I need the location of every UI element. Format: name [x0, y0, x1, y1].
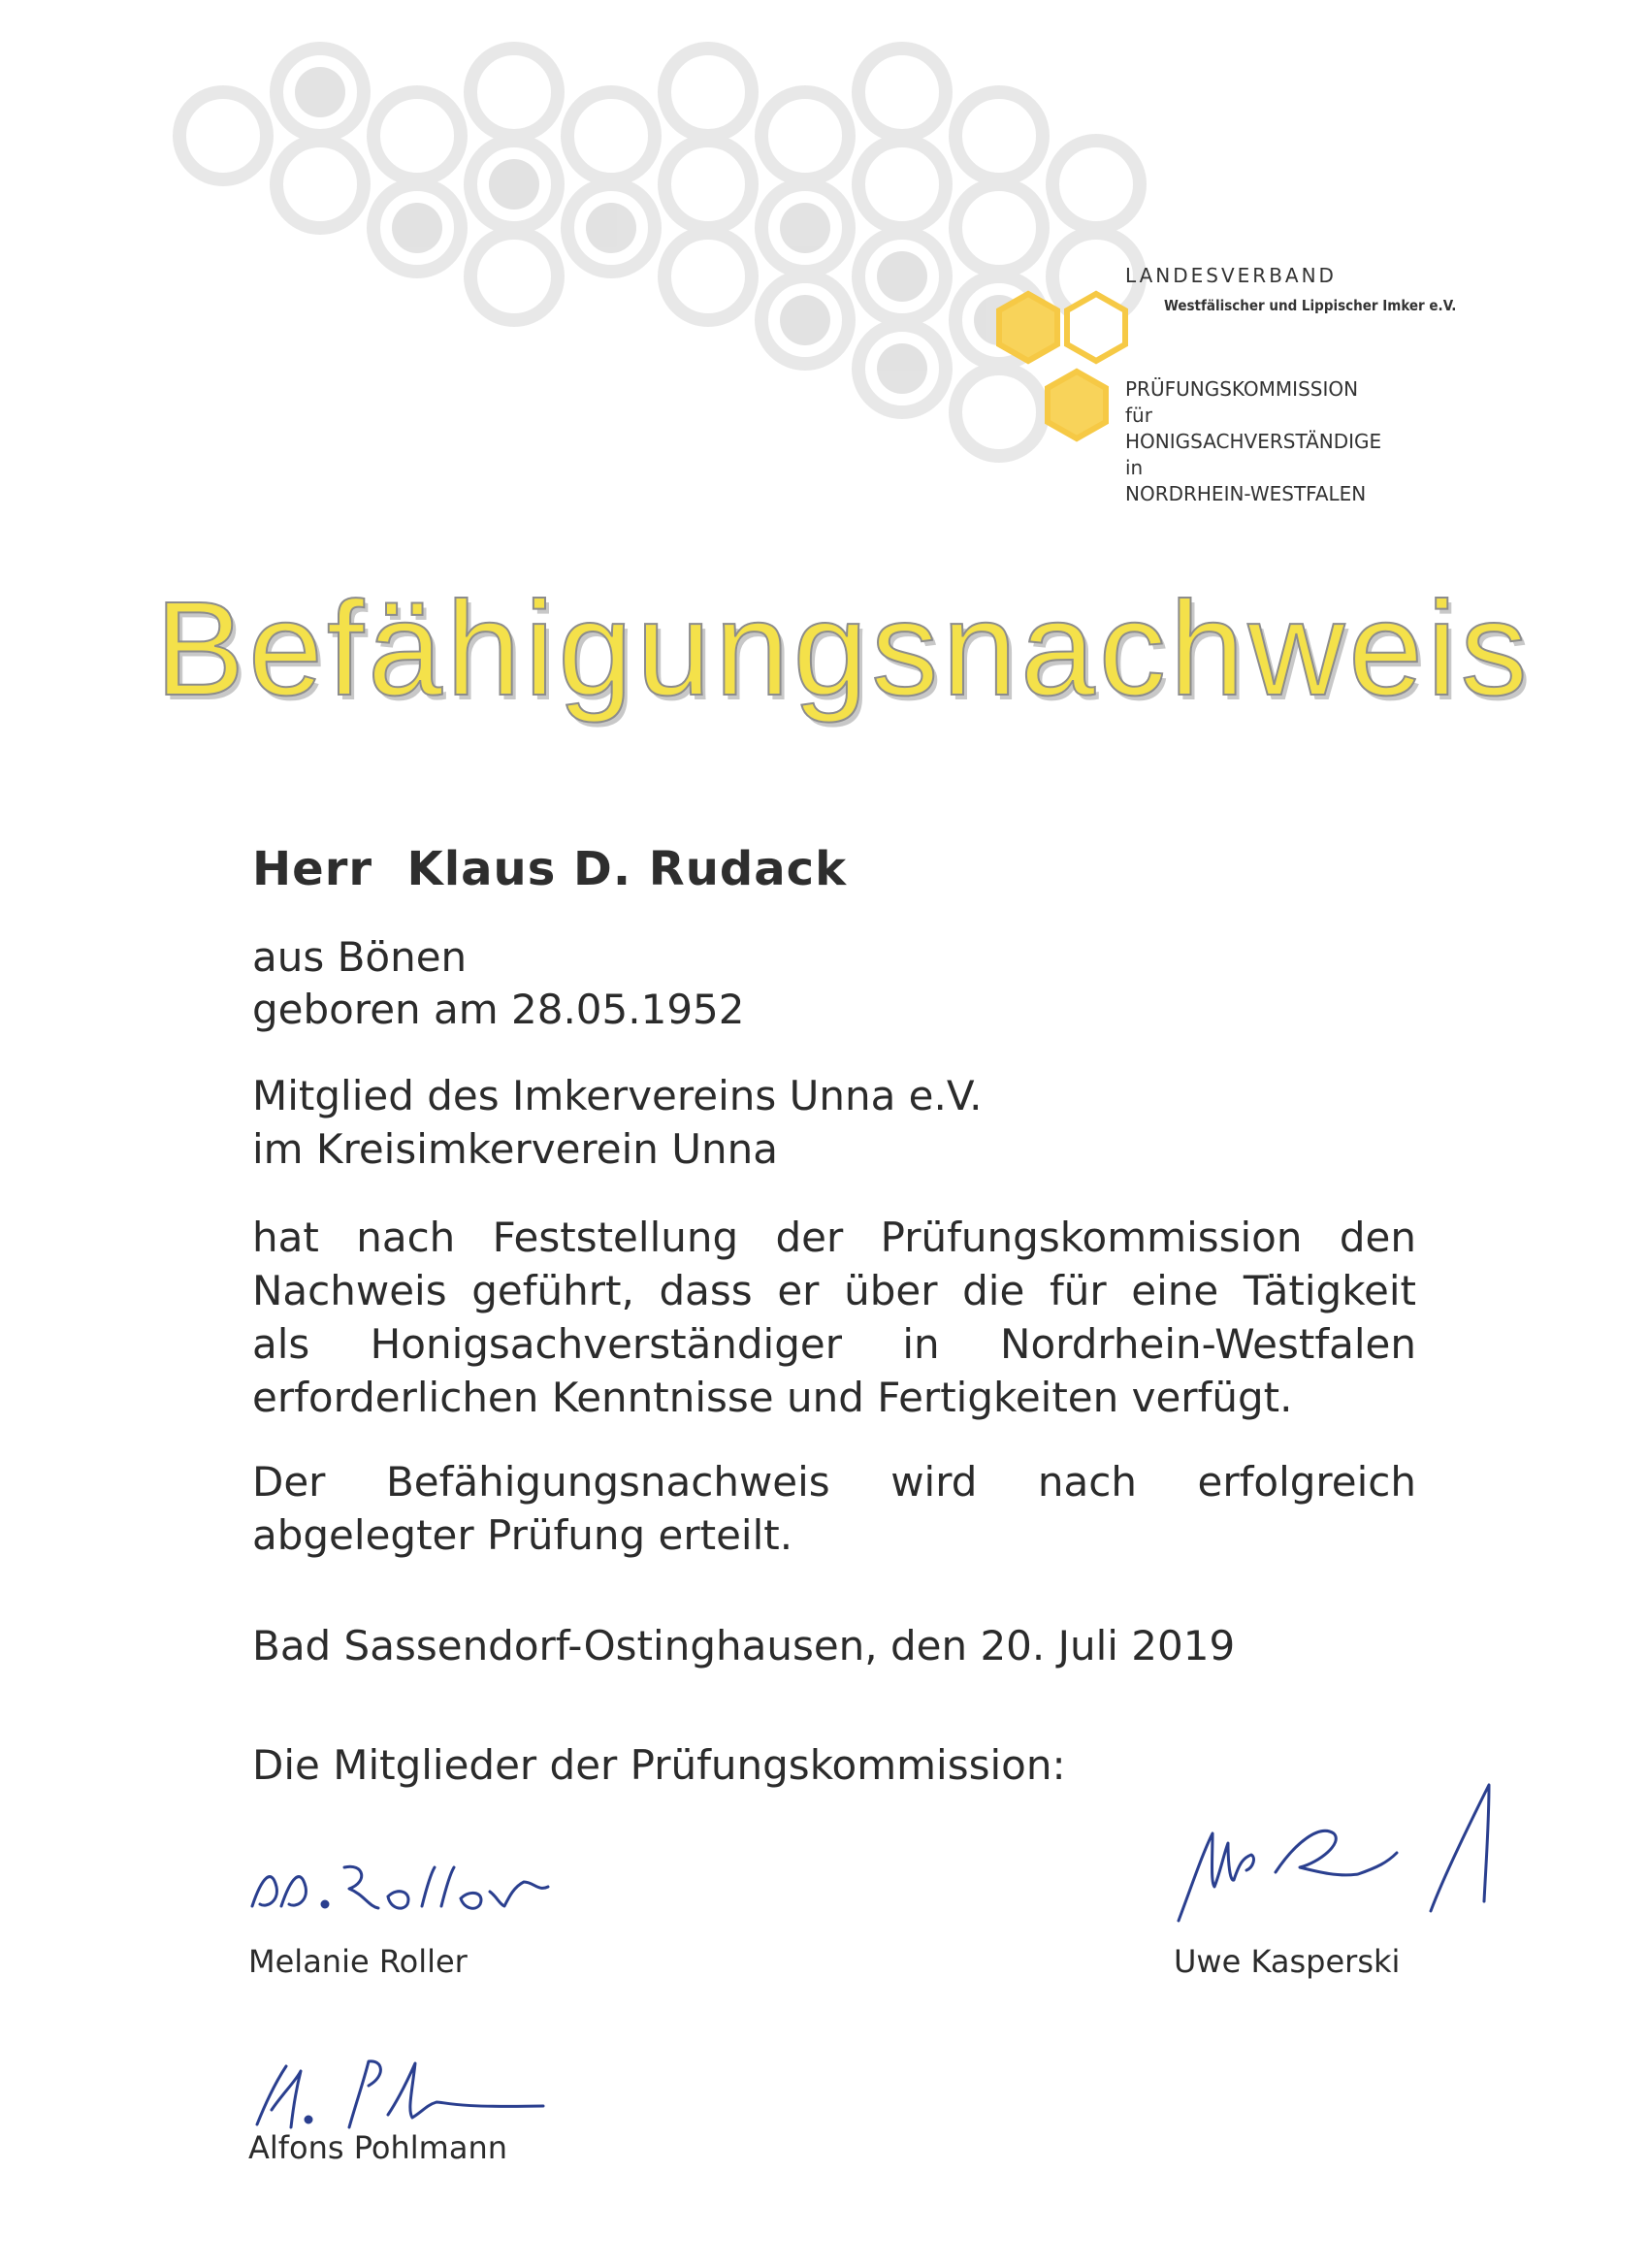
statement-paragraph	[252, 1211, 1416, 1424]
recipient-birth: geboren am 28.05.1952	[252, 986, 745, 1033]
signatory-uwe-kasperski: Uwe Kasperski	[1174, 1943, 1401, 1980]
membership-line-2: im Kreisimkerverein Unna	[252, 1125, 778, 1173]
signature-alfons-pohlmann	[242, 2042, 553, 2139]
members-heading: Die Mitglieder der Prüfungskommission:	[252, 1741, 1066, 1789]
honeycomb-graphic	[0, 0, 1649, 543]
certificate-title: Befähigungsnachweis	[155, 574, 1532, 724]
commission-line: PRÜFUNGSKOMMISSION	[1125, 377, 1359, 401]
statement-line: als Honigsachverständiger in Nordrhein-Westfalen	[252, 1320, 1416, 1368]
grant-line: Der Befähigungsnachweis wird nach erfolgreich	[252, 1458, 1416, 1506]
grant-line: abgelegter Prüfung erteilt.	[252, 1511, 793, 1559]
organization-subname: Westfälischer und Lippischer Imker e.V.	[1164, 297, 1457, 314]
signatory-melanie-roller: Melanie Roller	[248, 1943, 468, 1980]
commission-line: in	[1125, 456, 1144, 479]
commission-line: für	[1125, 404, 1152, 427]
recipient-origin: aus Bönen	[252, 933, 468, 981]
place-date: Bad Sassendorf-Ostinghausen, den 20. Juli 2019	[252, 1622, 1236, 1669]
statement-line: Nachweis geführt, dass er über die für eine Tätigkeit	[252, 1267, 1416, 1314]
commission-line: HONIGSACHVERSTÄNDIGE	[1125, 430, 1382, 453]
recipient-name: Herr Klaus D. Rudack	[252, 842, 848, 896]
signature-uwe-kasperski	[1164, 1766, 1533, 1940]
commission-line: NORDRHEIN-WESTFALEN	[1125, 482, 1367, 505]
grant-paragraph	[252, 1455, 1416, 1562]
membership-line-1: Mitglied des Imkervereins Unna e.V.	[252, 1072, 983, 1119]
signatory-alfons-pohlmann: Alfons Pohlmann	[248, 2129, 507, 2166]
statement-line: erforderlichen Kenntnisse und Fertigkeiten verfügt.	[252, 1374, 1293, 1421]
commission-block	[1125, 376, 1381, 507]
statement-line: hat nach Feststellung der Prüfungskommission den	[252, 1214, 1416, 1261]
signature-melanie-roller	[242, 1848, 592, 1926]
organization-name: LANDESVERBAND	[1125, 264, 1337, 287]
